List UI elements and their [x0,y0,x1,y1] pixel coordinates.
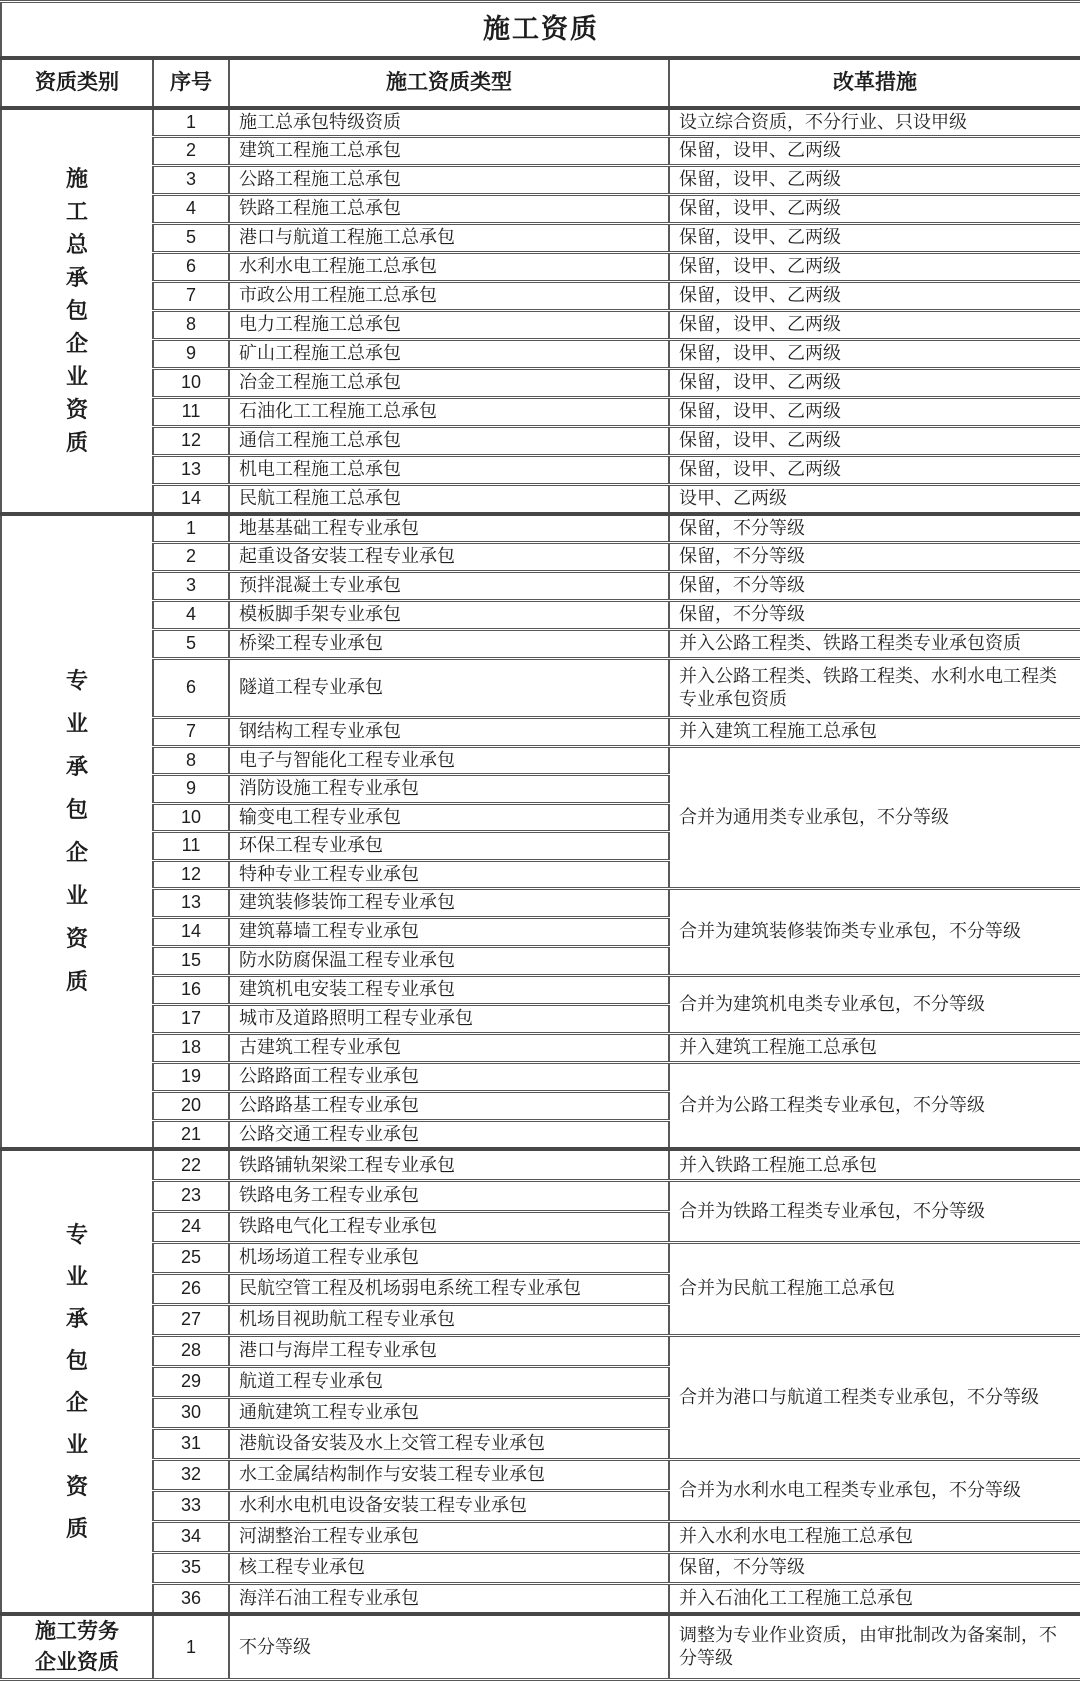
serial-cell: 2 [153,137,229,166]
category-vertical-label: 专 业 承 包 企 业 资 质 [65,1221,88,1541]
table-body [1,108,1080,1680]
measure-cell: 合并为水利水电工程类专业承包，不分等级 [669,1459,1080,1521]
measure-cell: 保留，设甲、乙两级 [669,282,1080,311]
measure-cell: 保留，设甲、乙两级 [669,456,1080,485]
serial-cell: 9 [153,775,229,803]
table-row [1,224,1080,253]
serial-cell: 34 [153,1521,229,1552]
type-cell: 输变电工程专业承包 [229,803,669,831]
type-cell: 民航空管工程及机场弱电系统工程专业承包 [229,1273,669,1304]
type-cell: 建筑幕墙工程专业承包 [229,917,669,946]
type-cell: 城市及道路照明工程专业承包 [229,1004,669,1033]
measure-cell: 保留，设甲、乙两级 [669,340,1080,369]
type-cell: 建筑工程施工总承包 [229,137,669,166]
table-row [1,888,1080,917]
serial-cell: 33 [153,1490,229,1521]
table-row [1,747,1080,775]
category-cell: 施工劳务 企业资质 [1,1614,153,1680]
serial-cell: 1 [153,1614,229,1680]
measure-cell: 保留，设甲、乙两级 [669,166,1080,195]
type-cell: 建筑装修装饰工程专业承包 [229,888,669,917]
measure-cell: 保留，设甲、乙两级 [669,224,1080,253]
measure-cell: 保留，不分等级 [669,572,1080,601]
type-cell: 航道工程专业承包 [229,1366,669,1397]
type-cell: 铁路工程施工总承包 [229,195,669,224]
type-cell: 电力工程施工总承包 [229,311,669,340]
type-cell: 钢结构工程专业承包 [229,718,669,747]
type-cell: 铁路铺轨架梁工程专业承包 [229,1149,669,1180]
serial-cell: 25 [153,1242,229,1273]
type-cell: 通信工程施工总承包 [229,427,669,456]
category-cell [1,1149,153,1614]
table-row [1,166,1080,195]
table-row [1,195,1080,224]
serial-cell: 8 [153,747,229,775]
serial-cell: 28 [153,1335,229,1366]
type-cell: 机电工程施工总承包 [229,456,669,485]
measure-cell: 并入建筑工程施工总承包 [669,718,1080,747]
serial-cell: 32 [153,1459,229,1490]
serial-cell: 12 [153,427,229,456]
serial-cell: 30 [153,1397,229,1428]
type-cell: 港航设备安装及水上交管工程专业承包 [229,1428,669,1459]
table-row [1,1062,1080,1091]
type-cell: 模板脚手架专业承包 [229,601,669,630]
serial-cell: 21 [153,1120,229,1149]
serial-cell: 36 [153,1583,229,1614]
serial-cell: 4 [153,195,229,224]
serial-cell: 1 [153,108,229,137]
table-row [1,1180,1080,1211]
type-cell: 公路路基工程专业承包 [229,1091,669,1120]
measure-cell: 保留，设甲、乙两级 [669,369,1080,398]
measure-cell: 合并为建筑机电类专业承包，不分等级 [669,975,1080,1033]
col-header-measure: 改革措施 [669,58,1080,108]
serial-cell: 29 [153,1366,229,1397]
measure-cell: 保留，不分等级 [669,514,1080,543]
table-row [1,1552,1080,1583]
type-cell: 矿山工程施工总承包 [229,340,669,369]
table-row [1,601,1080,630]
measure-cell: 保留，设甲、乙两级 [669,195,1080,224]
serial-cell: 22 [153,1149,229,1180]
measure-cell: 合并为民航工程施工总承包 [669,1242,1080,1335]
table-row [1,975,1080,1004]
table-row [1,1033,1080,1062]
serial-cell: 20 [153,1091,229,1120]
table-row [1,1149,1080,1180]
serial-cell: 11 [153,832,229,860]
serial-cell: 24 [153,1211,229,1242]
serial-cell: 3 [153,572,229,601]
measure-cell: 合并为建筑装修装饰类专业承包，不分等级 [669,888,1080,975]
type-cell: 铁路电务工程专业承包 [229,1180,669,1211]
table-row [1,340,1080,369]
measure-cell: 保留，设甲、乙两级 [669,253,1080,282]
measure-cell: 保留，不分等级 [669,1552,1080,1583]
type-cell: 古建筑工程专业承包 [229,1033,669,1062]
type-cell: 施工总承包特级资质 [229,108,669,137]
measure-cell: 保留，设甲、乙两级 [669,427,1080,456]
serial-cell: 14 [153,917,229,946]
serial-cell: 35 [153,1552,229,1583]
category-vertical-label: 施 工 总 承 包 企 业 资 质 [65,166,88,455]
serial-cell: 3 [153,166,229,195]
type-cell: 消防设施工程专业承包 [229,775,669,803]
title-row [1,2,1080,58]
serial-cell: 5 [153,630,229,659]
serial-cell: 9 [153,340,229,369]
table-row [1,1242,1080,1273]
category-cell [1,514,153,1150]
table-row [1,485,1080,514]
table-row [1,543,1080,572]
table-row [1,253,1080,282]
type-cell: 港口与航道工程施工总承包 [229,224,669,253]
table-row [1,108,1080,137]
type-cell: 特种专业工程专业承包 [229,860,669,888]
type-cell: 铁路电气化工程专业承包 [229,1211,669,1242]
measure-cell: 合并为通用类专业承包，不分等级 [669,747,1080,889]
table-row [1,282,1080,311]
serial-cell: 6 [153,659,229,718]
table-row [1,514,1080,543]
type-cell: 公路路面工程专业承包 [229,1062,669,1091]
serial-cell: 19 [153,1062,229,1091]
serial-cell: 7 [153,718,229,747]
table-row [1,369,1080,398]
type-cell: 防水防腐保温工程专业承包 [229,946,669,975]
serial-cell: 16 [153,975,229,1004]
table-row [1,659,1080,718]
type-cell: 建筑机电安装工程专业承包 [229,975,669,1004]
type-cell: 通航建筑工程专业承包 [229,1397,669,1428]
type-cell: 不分等级 [229,1614,669,1680]
col-header-serial: 序号 [153,58,229,108]
measure-cell: 并入公路工程类、铁路工程类、水利水电工程类专业承包资质 [669,659,1080,718]
table-row [1,1521,1080,1552]
serial-cell: 6 [153,253,229,282]
type-cell: 起重设备安装工程专业承包 [229,543,669,572]
measure-cell: 设立综合资质，不分行业、只设甲级 [669,108,1080,137]
table-row [1,398,1080,427]
measure-cell: 保留，不分等级 [669,543,1080,572]
measure-cell: 合并为公路工程类专业承包，不分等级 [669,1062,1080,1149]
serial-cell: 12 [153,860,229,888]
table-row [1,427,1080,456]
table-row [1,572,1080,601]
measure-cell: 并入石油化工工程施工总承包 [669,1583,1080,1614]
type-cell: 电子与智能化工程专业承包 [229,747,669,775]
type-cell: 水利水电工程施工总承包 [229,253,669,282]
header-row [1,58,1080,108]
measure-cell: 合并为港口与航道工程类专业承包，不分等级 [669,1335,1080,1459]
table-row [1,718,1080,747]
type-cell: 环保工程专业承包 [229,832,669,860]
table-row [1,1583,1080,1614]
type-cell: 桥梁工程专业承包 [229,630,669,659]
table-row [1,1335,1080,1366]
serial-cell: 7 [153,282,229,311]
serial-cell: 13 [153,888,229,917]
table-row [1,137,1080,166]
measure-cell: 并入水利水电工程施工总承包 [669,1521,1080,1552]
type-cell: 预拌混凝土专业承包 [229,572,669,601]
type-cell: 水工金属结构制作与安装工程专业承包 [229,1459,669,1490]
measure-cell: 并入公路工程类、铁路工程类专业承包资质 [669,630,1080,659]
type-cell: 核工程专业承包 [229,1552,669,1583]
table-row [1,1459,1080,1490]
measure-cell: 调整为专业作业资质，由审批制改为备案制，不分等级 [669,1614,1080,1680]
serial-cell: 2 [153,543,229,572]
serial-cell: 11 [153,398,229,427]
serial-cell: 4 [153,601,229,630]
measure-cell: 并入铁路工程施工总承包 [669,1149,1080,1180]
serial-cell: 13 [153,456,229,485]
type-cell: 民航工程施工总承包 [229,485,669,514]
measure-cell: 并入建筑工程施工总承包 [669,1033,1080,1062]
type-cell: 冶金工程施工总承包 [229,369,669,398]
type-cell: 地基基础工程专业承包 [229,514,669,543]
col-header-category: 资质类别 [1,58,153,108]
serial-cell: 15 [153,946,229,975]
type-cell: 隧道工程专业承包 [229,659,669,718]
type-cell: 机场目视助航工程专业承包 [229,1304,669,1335]
col-header-type: 施工资质类型 [229,58,669,108]
serial-cell: 18 [153,1033,229,1062]
serial-cell: 31 [153,1428,229,1459]
table-row [1,630,1080,659]
serial-cell: 1 [153,514,229,543]
type-cell: 公路交通工程专业承包 [229,1120,669,1149]
serial-cell: 26 [153,1273,229,1304]
serial-cell: 10 [153,803,229,831]
page-title: 施工资质 [1,2,1080,58]
serial-cell: 5 [153,224,229,253]
table-row [1,1614,1080,1680]
type-cell: 公路工程施工总承包 [229,166,669,195]
type-cell: 河湖整治工程专业承包 [229,1521,669,1552]
serial-cell: 8 [153,311,229,340]
type-cell: 石油化工工程施工总承包 [229,398,669,427]
category-vertical-label: 专 业 承 包 企 业 资 质 [65,668,88,995]
category-cell [1,108,153,514]
measure-cell: 合并为铁路工程类专业承包，不分等级 [669,1180,1080,1242]
serial-cell: 10 [153,369,229,398]
type-cell: 市政公用工程施工总承包 [229,282,669,311]
table-row [1,456,1080,485]
measure-cell: 保留，设甲、乙两级 [669,398,1080,427]
type-cell: 港口与海岸工程专业承包 [229,1335,669,1366]
measure-cell: 保留，设甲、乙两级 [669,137,1080,166]
type-cell: 海洋石油工程专业承包 [229,1583,669,1614]
measure-cell: 设甲、乙两级 [669,485,1080,514]
serial-cell: 14 [153,485,229,514]
serial-cell: 27 [153,1304,229,1335]
measure-cell: 保留，不分等级 [669,601,1080,630]
table-row [1,311,1080,340]
serial-cell: 17 [153,1004,229,1033]
serial-cell: 23 [153,1180,229,1211]
type-cell: 水利水电机电设备安装工程专业承包 [229,1490,669,1521]
type-cell: 机场场道工程专业承包 [229,1242,669,1273]
measure-cell: 保留，设甲、乙两级 [669,311,1080,340]
